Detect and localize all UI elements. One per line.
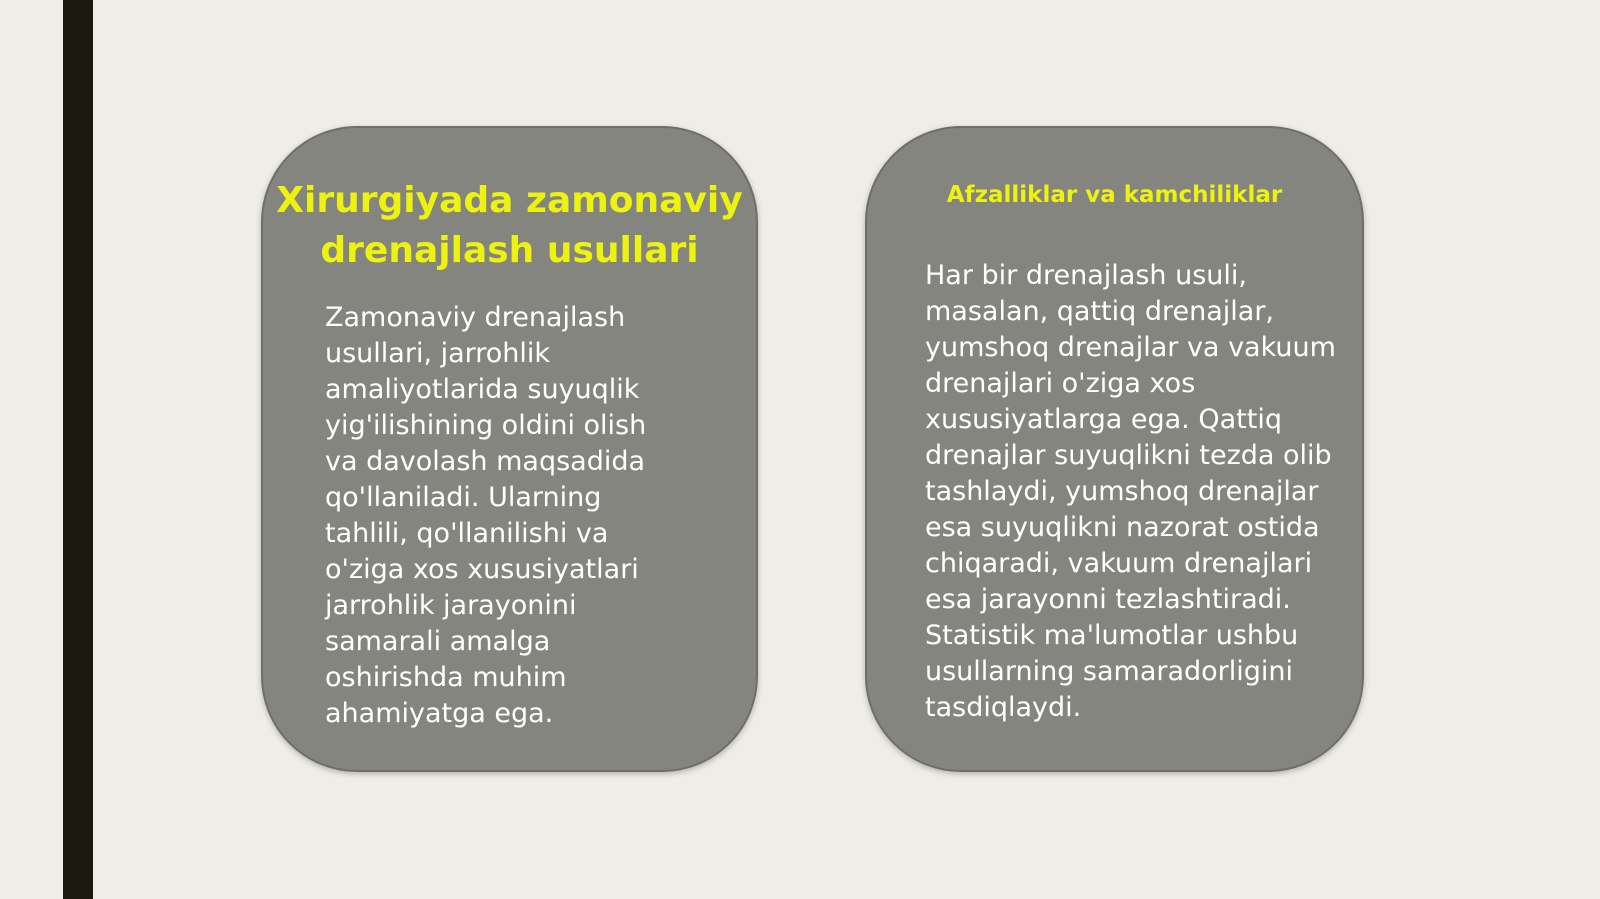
intro-text: Zamonaviy drenajlash usullari, jarrohlik amaliyotlarida suyuqlik yig'ilishining oldini olish va davolash maqsadida qo'llaniladi. Ularning tahlili, qo'llanilishi va o'ziga xos xususiyatlari jarrohlik jarayonini samarali amalga oshirishda muhim ahamiyatga ega.: [325, 302, 647, 729]
pros-cons-heading: Afzalliklar va kamchiliklar: [946, 182, 1283, 208]
accent-bar: [63, 0, 93, 899]
slide-title: Xirurgiyada zamonaviy drenajlash usullari: [276, 180, 743, 271]
pros-cons-card: [865, 126, 1364, 772]
pros-cons-text: Har bir drenajlash usuli, masalan, qattiq drenajlar, yumshoq drenajlar va vakuum drenajlari o'ziga xos xususiyatlarga ega. Qattiq drenajlar suyuqlikni tezda olib tashlaydi, yumshoq drenajlar esa suyuqlikni nazorat ostida chiqaradi, vakuum drenajlari esa jarayonni tezlashtiradi. Statistik ma'lumotlar ushbu usullarning samaradorligini tasdiqlaydi.: [925, 260, 1336, 723]
intro-card: [261, 126, 758, 772]
